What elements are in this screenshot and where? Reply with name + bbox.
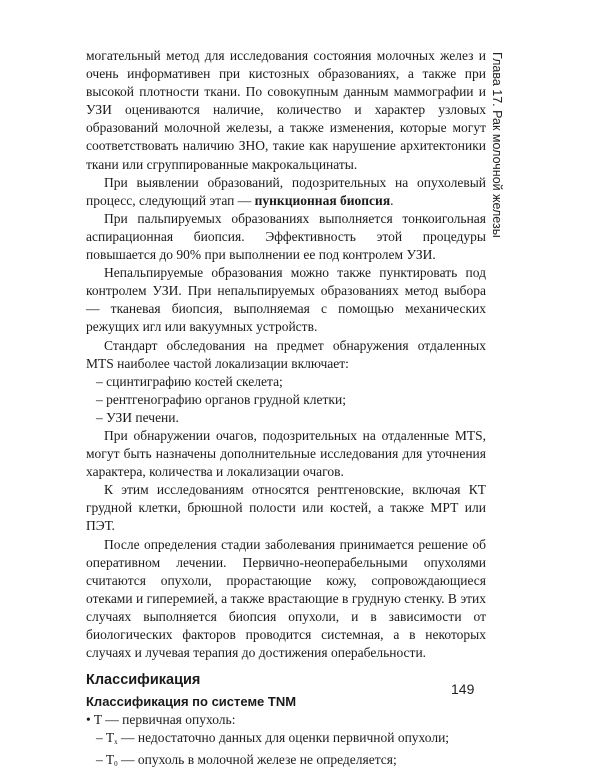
- list-item: – рентгенографию органов грудной клетки;: [96, 391, 346, 407]
- list-item: – УЗИ печени.: [96, 409, 179, 425]
- bold-term-puncture-biopsy: пункционная биопсия: [254, 192, 391, 208]
- paragraph-4: Непальпируемые образования можно также пунктировать под контролем УЗИ. При непальпируемых образованиях метод выбора — тканевая биопсия, выполняемая с помощью механических режущих игл или вакуумных устройств.: [86, 265, 486, 335]
- paragraph-7: К этим исследованиям относятся рентгеновские, включая КТ грудной клетки, брюшной полости или костей, а также МРТ или ПЭТ.: [86, 482, 486, 534]
- tnm-tx-subscript: x: [114, 738, 118, 747]
- tnm-t0-item: [86, 751, 486, 773]
- paragraph-2-start: При выявлении образований, подозрительных на опухолевый процесс, следующий этап —: [86, 174, 486, 208]
- tnm-t0-text: — опухоль в молочной железе не определяется;: [117, 752, 397, 768]
- tnm-t0-prefix: – T: [96, 752, 115, 768]
- paragraph-2: [86, 174, 486, 210]
- tnm-t-item: • T — первичная опухоль:: [86, 712, 236, 728]
- list-item: – сцинтиграфию костей скелета;: [96, 373, 283, 389]
- paragraph-8: После определения стадии заболевания принимается решение об оперативном лечении. Первично-неоперабельными опухолями считаются опухоли, прорастающие кожу, сопровождающиеся отеками и гиперемией, а также врастающие в грудную стенку. В этих случаях выполняется биопсия опухоли, и в зависимости от биологических факторов проводится системная, а в некоторых случаях и лучевая терапия до достижения операбельности.: [86, 536, 486, 661]
- tnm-list: [86, 711, 486, 773]
- body-text: [86, 47, 486, 662]
- paragraph-1: могательный метод для исследования состояния молочных желез и очень информативен при кистозных образованиях, а также при высокой плотности ткани. По совокупным данным маммографии и УЗИ оцениваются наличие, количество и характер узловых образований молочной железы, а также изменения, которые могут соответствовать наличию ЗНО, такие как нарушение архитектоники ткани или сгруппированные макрокальцинаты.: [86, 48, 486, 172]
- page-body: [86, 47, 486, 773]
- tnm-tx-text: — недостаточно данных для оценки первичной опухоли;: [117, 730, 450, 746]
- paragraph-6: При обнаружении очагов, подозрительных на отдаленные MTS, могут быть назначены дополнительные исследования для уточнения характера, количества и локализации очагов.: [86, 427, 486, 480]
- tnm-tx-prefix: – T: [96, 730, 115, 746]
- subsection-heading: Классификация по системе TNM: [86, 694, 297, 710]
- paragraph-5: Стандарт обследования на предмет обнаружения отдаленных MTS наиболее частой локализации включает:: [86, 337, 486, 371]
- paragraph-2-end: .: [390, 192, 394, 208]
- tnm-t0-subscript: 0: [114, 760, 118, 769]
- section-heading: Классификация: [86, 672, 201, 689]
- running-head: Глава 17. Рак молочной железы: [490, 52, 504, 238]
- page-number: 149: [451, 681, 475, 697]
- tnm-tx-item: [86, 729, 486, 751]
- paragraph-3: При пальпируемых образованиях выполняется тонкоигольная аспирационная биопсия. Эффективность этой процедуры повышается до 90% при выполнении ее под контролем УЗИ.: [86, 210, 486, 263]
